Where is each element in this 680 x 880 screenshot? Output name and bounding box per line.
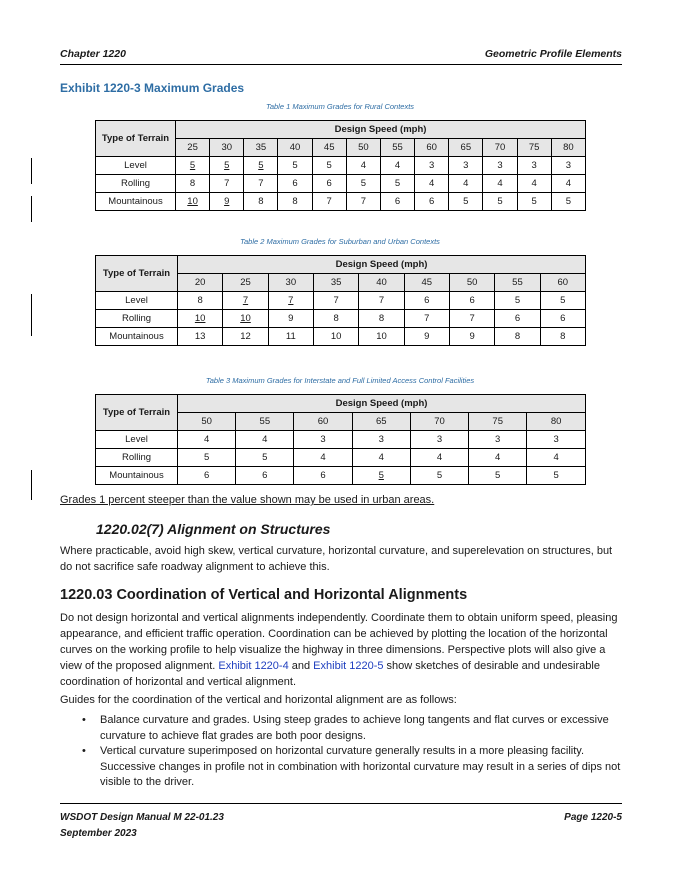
section-paragraph-1 bbox=[60, 610, 625, 690]
grade-cell: 5 bbox=[527, 467, 586, 485]
speed-cell: 65 bbox=[352, 413, 410, 431]
grade-cell: 11 bbox=[268, 328, 313, 346]
speed-cell: 80 bbox=[551, 139, 585, 157]
grade-cell: 6 bbox=[404, 292, 449, 310]
grade-cell: 9 bbox=[268, 310, 313, 328]
grade-cell: 9 bbox=[449, 328, 494, 346]
design-speed-header: Design Speed (mph) bbox=[176, 121, 586, 139]
table1-rural-grades bbox=[95, 120, 586, 211]
grade-cell: 6 bbox=[495, 310, 540, 328]
grade-cell: 5 bbox=[352, 467, 410, 485]
grade-cell: 10 bbox=[313, 328, 358, 346]
grade-cell: 7 bbox=[313, 292, 358, 310]
grade-cell: 4 bbox=[415, 175, 449, 193]
date-label: September 2023 bbox=[60, 828, 137, 839]
grade-cell: 7 bbox=[268, 292, 313, 310]
table-row bbox=[96, 310, 586, 328]
grade-cell: 9 bbox=[210, 193, 244, 211]
grade-cell: 3 bbox=[352, 431, 410, 449]
grade-cell: 8 bbox=[359, 310, 404, 328]
speed-cell: 55 bbox=[236, 413, 294, 431]
speed-cell: 70 bbox=[483, 139, 517, 157]
grade-cell: 7 bbox=[312, 193, 346, 211]
speed-cell: 50 bbox=[346, 139, 380, 157]
grade-cell: 8 bbox=[278, 193, 312, 211]
grade-cell: 3 bbox=[517, 157, 551, 175]
terrain-cell: Mountainous bbox=[96, 193, 176, 211]
table-row bbox=[96, 292, 586, 310]
table-row bbox=[96, 431, 586, 449]
grade-cell: 3 bbox=[469, 431, 527, 449]
table-row bbox=[96, 467, 586, 485]
grade-cell: 7 bbox=[449, 310, 494, 328]
grade-cell: 3 bbox=[294, 431, 352, 449]
grade-cell: 13 bbox=[178, 328, 223, 346]
speed-cell: 45 bbox=[404, 274, 449, 292]
grade-cell: 8 bbox=[313, 310, 358, 328]
para1-text-end: show sketches of desirable and undesirable coordination of horizontal and vertical alignment. bbox=[60, 660, 600, 688]
grade-cell: 3 bbox=[410, 431, 468, 449]
terrain-cell: Mountainous bbox=[96, 328, 178, 346]
grade-cell: 7 bbox=[223, 292, 268, 310]
grade-cell: 8 bbox=[176, 175, 210, 193]
terrain-header: Type of Terrain bbox=[96, 395, 178, 431]
grade-cell: 5 bbox=[483, 193, 517, 211]
revision-bar bbox=[31, 294, 32, 336]
grade-cell: 5 bbox=[495, 292, 540, 310]
design-speed-header: Design Speed (mph) bbox=[178, 256, 586, 274]
grade-cell: 6 bbox=[540, 310, 585, 328]
grade-cell: 5 bbox=[178, 449, 236, 467]
grade-cell: 4 bbox=[469, 449, 527, 467]
speed-cell: 40 bbox=[359, 274, 404, 292]
grade-cell: 5 bbox=[176, 157, 210, 175]
page-header bbox=[60, 48, 622, 65]
grade-cell: 4 bbox=[517, 175, 551, 193]
bullet-icon: • bbox=[82, 745, 86, 757]
exhibit-1220-4-link[interactable]: Exhibit 1220-4 bbox=[218, 660, 289, 672]
grade-cell: 4 bbox=[380, 157, 414, 175]
page-footer bbox=[60, 803, 622, 839]
coordination-guides-list bbox=[78, 713, 623, 791]
grade-cell: 10 bbox=[176, 193, 210, 211]
speed-cell: 60 bbox=[540, 274, 585, 292]
terrain-cell: Level bbox=[96, 292, 178, 310]
grade-cell: 5 bbox=[346, 175, 380, 193]
grade-cell: 4 bbox=[236, 431, 294, 449]
terrain-header: Type of Terrain bbox=[96, 256, 178, 292]
grade-cell: 4 bbox=[483, 175, 517, 193]
table-row bbox=[96, 328, 586, 346]
grade-cell: 5 bbox=[410, 467, 468, 485]
terrain-header: Type of Terrain bbox=[96, 121, 176, 157]
speed-cell: 30 bbox=[210, 139, 244, 157]
speed-cell: 35 bbox=[313, 274, 358, 292]
grade-cell: 7 bbox=[404, 310, 449, 328]
table2-caption: Table 2 Maximum Grades for Suburban and Urban Contexts bbox=[240, 237, 440, 246]
grade-cell: 5 bbox=[517, 193, 551, 211]
subsection-heading: 1220.02(7) Alignment on Structures bbox=[96, 521, 331, 537]
table-row bbox=[96, 193, 586, 211]
section-paragraph-2: Guides for the coordination of the vertical and horizontal alignment are as follows: bbox=[60, 694, 457, 706]
table3-interstate-grades bbox=[95, 394, 586, 485]
grade-cell: 4 bbox=[178, 431, 236, 449]
grade-cell: 4 bbox=[352, 449, 410, 467]
manual-label: WSDOT Design Manual M 22-01.23 bbox=[60, 812, 224, 823]
terrain-cell: Level bbox=[96, 431, 178, 449]
grade-cell: 6 bbox=[178, 467, 236, 485]
speed-cell: 45 bbox=[312, 139, 346, 157]
bullet-icon: • bbox=[82, 714, 86, 726]
revision-bar bbox=[31, 196, 32, 222]
grade-cell: 5 bbox=[551, 193, 585, 211]
revision-bar bbox=[31, 158, 32, 184]
grade-cell: 12 bbox=[223, 328, 268, 346]
grade-cell: 4 bbox=[551, 175, 585, 193]
list-item bbox=[78, 744, 623, 791]
grade-cell: 10 bbox=[223, 310, 268, 328]
speed-cell: 25 bbox=[223, 274, 268, 292]
exhibit-title: Exhibit 1220-3 Maximum Grades bbox=[60, 81, 245, 95]
grade-cell: 3 bbox=[483, 157, 517, 175]
grade-cell: 4 bbox=[294, 449, 352, 467]
revision-bar bbox=[31, 470, 32, 500]
table-row bbox=[96, 449, 586, 467]
speed-cell: 55 bbox=[380, 139, 414, 157]
grade-cell: 6 bbox=[312, 175, 346, 193]
section-label: Geometric Profile Elements bbox=[484, 48, 622, 60]
table3-caption: Table 3 Maximum Grades for Interstate and Full Limited Access Control Facilities bbox=[205, 376, 475, 385]
speed-cell: 60 bbox=[294, 413, 352, 431]
speed-cell: 40 bbox=[278, 139, 312, 157]
speed-cell: 20 bbox=[178, 274, 223, 292]
grade-cell: 5 bbox=[449, 193, 483, 211]
bullet-text: Vertical curvature superimposed on horizontal curvature generally results in a more pleasing facility. Successive changes in profile not in combination with horizontal curvature may result in a series of dips not visible to the driver. bbox=[100, 745, 621, 788]
grades-footnote: Grades 1 percent steeper than the value shown may be used in urban areas. bbox=[60, 494, 435, 506]
grade-cell: 6 bbox=[380, 193, 414, 211]
terrain-cell: Mountainous bbox=[96, 467, 178, 485]
grade-cell: 7 bbox=[346, 193, 380, 211]
speed-cell: 30 bbox=[268, 274, 313, 292]
exhibit-1220-5-link[interactable]: Exhibit 1220-5 bbox=[313, 660, 384, 672]
grade-cell: 5 bbox=[278, 157, 312, 175]
speed-cell: 35 bbox=[244, 139, 278, 157]
speed-cell: 50 bbox=[449, 274, 494, 292]
speed-cell: 65 bbox=[449, 139, 483, 157]
grade-cell: 3 bbox=[551, 157, 585, 175]
grade-cell: 4 bbox=[346, 157, 380, 175]
grade-cell: 3 bbox=[415, 157, 449, 175]
grade-cell: 10 bbox=[359, 328, 404, 346]
speed-cell: 25 bbox=[176, 139, 210, 157]
grade-cell: 9 bbox=[404, 328, 449, 346]
grade-cell: 6 bbox=[415, 193, 449, 211]
grade-cell: 5 bbox=[469, 467, 527, 485]
grade-cell: 4 bbox=[449, 175, 483, 193]
terrain-cell: Level bbox=[96, 157, 176, 175]
design-speed-header: Design Speed (mph) bbox=[178, 395, 586, 413]
speed-cell: 70 bbox=[410, 413, 468, 431]
terrain-cell: Rolling bbox=[96, 449, 178, 467]
grade-cell: 6 bbox=[449, 292, 494, 310]
grade-cell: 4 bbox=[410, 449, 468, 467]
table2-suburban-urban-grades bbox=[95, 255, 586, 346]
grade-cell: 8 bbox=[244, 193, 278, 211]
speed-cell: 60 bbox=[415, 139, 449, 157]
grade-cell: 8 bbox=[540, 328, 585, 346]
grade-cell: 5 bbox=[210, 157, 244, 175]
subsection-body: Where practicable, avoid high skew, vertical curvature, horizontal curvature, and superelevation on structures, but do not sacrifice safe roadway alignment to achieve this. bbox=[60, 545, 613, 573]
table-row bbox=[96, 157, 586, 175]
grade-cell: 6 bbox=[278, 175, 312, 193]
grade-cell: 7 bbox=[210, 175, 244, 193]
para1-text-mid: and bbox=[288, 660, 314, 672]
chapter-label: Chapter 1220 bbox=[60, 48, 126, 60]
speed-cell: 75 bbox=[517, 139, 551, 157]
list-item bbox=[78, 713, 623, 744]
grade-cell: 3 bbox=[527, 431, 586, 449]
table1-caption: Table 1 Maximum Grades for Rural Contexts bbox=[265, 102, 415, 111]
grade-cell: 6 bbox=[236, 467, 294, 485]
grade-cell: 5 bbox=[312, 157, 346, 175]
speed-cell: 50 bbox=[178, 413, 236, 431]
grade-cell: 8 bbox=[178, 292, 223, 310]
grade-cell: 10 bbox=[178, 310, 223, 328]
grade-cell: 7 bbox=[244, 175, 278, 193]
terrain-cell: Rolling bbox=[96, 175, 176, 193]
para1-text-start: Do not design horizontal and vertical alignments independently. Coordinate them to obtain uniform speed, pleasing appearance, and efficient traffic operation. Coordination can be achieved by plotting the location of the horizontal curves on the working profile to help visualize the highway in three dimensions. Perspective plots will also give a view of the proposed alignment. bbox=[60, 612, 618, 672]
speed-cell: 75 bbox=[469, 413, 527, 431]
grade-cell: 4 bbox=[527, 449, 586, 467]
table-row bbox=[96, 175, 586, 193]
terrain-cell: Rolling bbox=[96, 310, 178, 328]
bullet-text: Balance curvature and grades. Using steep grades to achieve long tangents and flat curves or excessive curvature to achieve flat grades are both poor designs. bbox=[100, 714, 609, 742]
section-heading: 1220.03 Coordination of Vertical and Horizontal Alignments bbox=[60, 587, 468, 603]
grade-cell: 5 bbox=[540, 292, 585, 310]
grade-cell: 8 bbox=[495, 328, 540, 346]
grade-cell: 5 bbox=[244, 157, 278, 175]
page-number: Page 1220-5 bbox=[564, 812, 622, 823]
grade-cell: 6 bbox=[294, 467, 352, 485]
grade-cell: 5 bbox=[236, 449, 294, 467]
grade-cell: 5 bbox=[380, 175, 414, 193]
speed-cell: 55 bbox=[495, 274, 540, 292]
grade-cell: 7 bbox=[359, 292, 404, 310]
speed-cell: 80 bbox=[527, 413, 586, 431]
grade-cell: 3 bbox=[449, 157, 483, 175]
